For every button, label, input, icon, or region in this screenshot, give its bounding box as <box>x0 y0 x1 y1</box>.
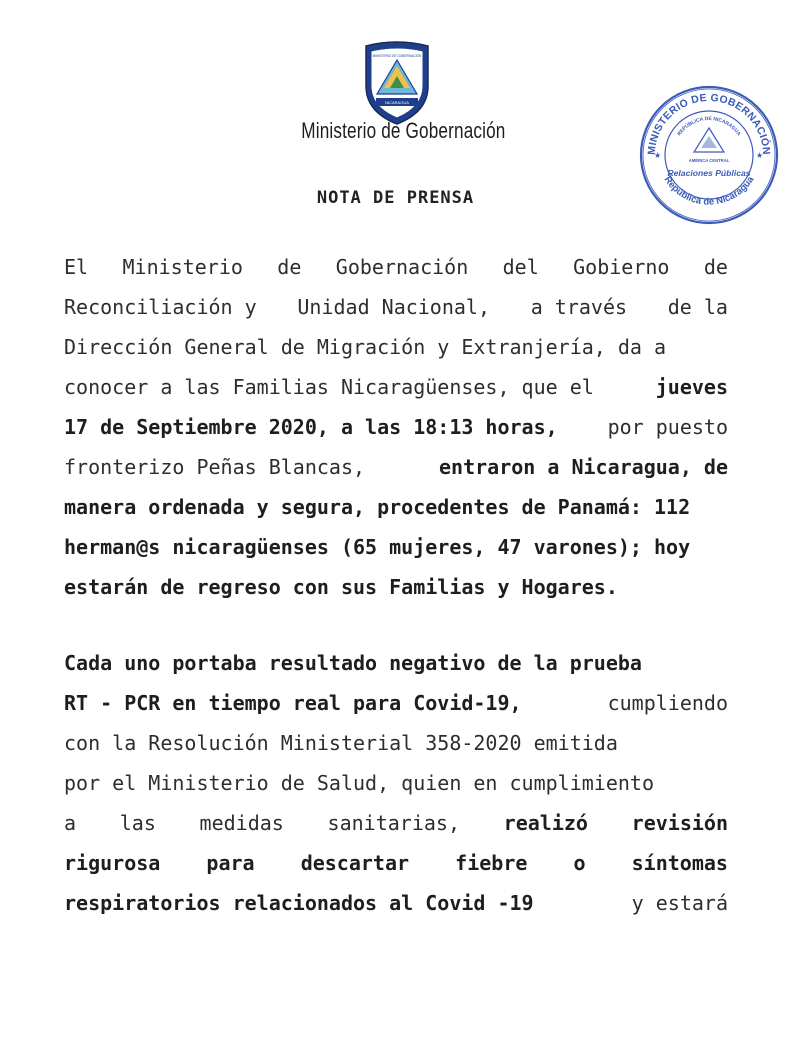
word: Gobernación <box>335 255 469 279</box>
bold-word: para <box>206 851 255 875</box>
paragraph-line <box>64 254 728 294</box>
emblem-text: MINISTERIO DE GOBERNACIÓN <box>372 54 422 58</box>
bold-segment: jueves <box>655 375 728 399</box>
paragraph-line <box>64 534 728 574</box>
seal-region-text: AMÉRICA CENTRAL <box>688 158 730 163</box>
seal-department-text: Relaciones Públicas <box>667 168 751 178</box>
word: Gobierno <box>573 255 670 279</box>
word: medidas <box>199 811 284 835</box>
paragraph-line <box>64 850 728 890</box>
svg-text:★: ★ <box>756 151 764 160</box>
bold-word: síntomas <box>631 851 728 875</box>
bold-word: realizó <box>503 811 588 835</box>
paragraph-line <box>64 414 728 454</box>
ministry-name: Ministerio de Gobernación <box>301 118 506 143</box>
paragraph-line <box>64 770 728 810</box>
word: sanitarias, <box>327 811 460 835</box>
bold-word: o <box>573 851 586 875</box>
bold-word: descartar <box>300 851 410 875</box>
bold-segment: RT - PCR en tiempo real para Covid-19, <box>64 691 522 715</box>
bold-segment: entraron a Nicaragua, de <box>439 455 728 479</box>
paragraph-line <box>64 810 728 850</box>
seal-bottom-text: República de Nicaragua <box>661 174 757 208</box>
emblem-ribbon-text: NICARAGUA <box>385 100 409 105</box>
text-segment: a través <box>530 295 628 319</box>
paragraph-1 <box>64 254 728 614</box>
text-segment: cumpliendo <box>607 691 728 715</box>
bold-word: rigurosa <box>64 851 161 875</box>
paragraph-2 <box>64 650 728 930</box>
paragraph-line <box>64 294 728 334</box>
text-segment: por puesto <box>607 415 728 439</box>
text-segment: Dirección General de Migración y Extranjería, da a <box>64 335 667 359</box>
bold-word: fiebre <box>455 851 528 875</box>
word: a <box>64 811 77 835</box>
page-title: NOTA DE PRENSA <box>316 188 475 208</box>
paragraph-line <box>64 374 728 414</box>
text-segment: con la Resolución Ministerial 358-2020 emitida <box>64 731 618 755</box>
text-segment: por el Ministerio de Salud, quien en cumplimiento <box>64 771 655 795</box>
text-segment: fronterizo Peñas Blancas, <box>64 455 366 479</box>
word: las <box>119 811 156 835</box>
text-segment: de la <box>667 295 728 319</box>
bold-segment: estarán de regreso con sus Familias y Hogares. <box>64 575 618 599</box>
paragraph-line <box>64 690 728 730</box>
bold-segment: respiratorios relacionados al Covid -19 <box>64 891 534 915</box>
seal-inner-text: REPÚBLICA DE NICARAGUA <box>676 115 742 138</box>
svg-text:★: ★ <box>654 151 662 160</box>
word: de <box>277 255 302 279</box>
seal-outer-text: MINISTERIO DE GOBERNACIÓN <box>645 91 773 156</box>
text-segment: Unidad Nacional, <box>297 295 491 319</box>
word: El <box>64 255 89 279</box>
bold-word: revisión <box>631 811 728 835</box>
word: Ministerio <box>122 255 243 279</box>
word: de <box>703 255 728 279</box>
bold-segment: 17 de Septiembre 2020, a las 18:13 horas, <box>64 415 558 439</box>
paragraph-line <box>64 574 728 614</box>
paragraph-line <box>64 454 728 494</box>
text-segment: conocer a las Familias Nicaragüenses, que el <box>64 375 594 399</box>
text-segment: Reconciliación y <box>64 295 257 319</box>
text-segment: y estará <box>619 891 728 915</box>
bold-segment: Cada uno portaba resultado negativo de la prueba <box>64 651 642 675</box>
svg-text:REPÚBLICA DE NICARAGUA <box>676 116 741 137</box>
paragraph-line <box>64 494 728 534</box>
paragraph-line <box>64 650 728 690</box>
paragraph-line <box>64 334 728 374</box>
ministry-emblem-icon <box>360 40 434 126</box>
paragraph-line <box>64 730 728 770</box>
bold-segment: manera ordenada y segura, procedentes de Panamá: 112 <box>64 495 691 519</box>
bold-segment: herman@s nicaragüenses (65 mujeres, 47 varones); hoy <box>64 535 691 559</box>
paragraph-line <box>64 890 728 930</box>
word: del <box>502 255 539 279</box>
